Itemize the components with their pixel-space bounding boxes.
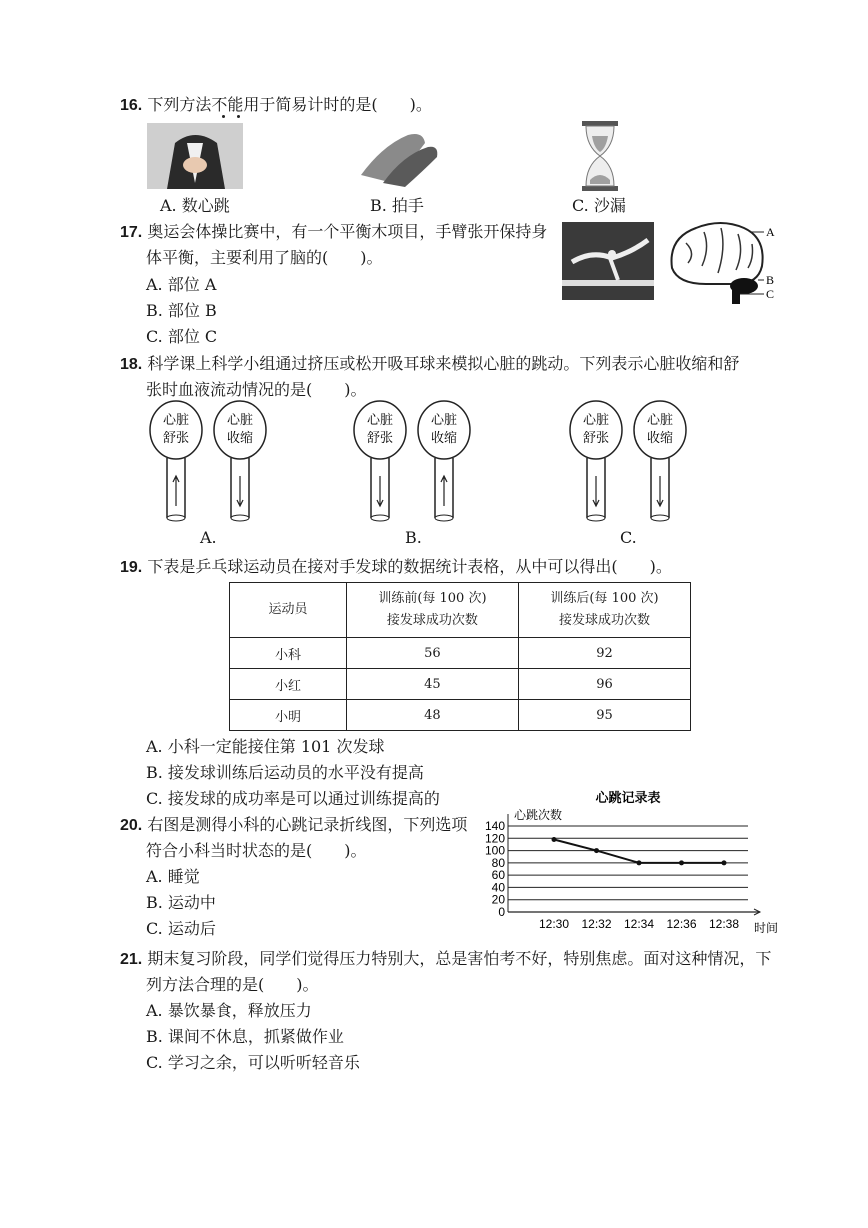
cell-after: 96 <box>518 669 690 700</box>
chart-ylabel: 心跳次数 <box>514 808 563 822</box>
q21-line1 <box>120 946 771 969</box>
y-tick-label: 60 <box>491 868 505 883</box>
tube-opening <box>231 515 249 521</box>
q18-line2: 张时血液流动情况的是( )。 <box>146 380 367 399</box>
q20-option-a: A. 睡觉 <box>146 867 200 886</box>
bulb-pair-b <box>352 400 502 526</box>
q20-text-1: 右图是测得小科的心跳记录折线图，下列选项 <box>147 815 468 834</box>
q17-text-1: 奥运会体操比赛中，有一个平衡木项目，手臂张开保持身 <box>147 222 548 241</box>
cell-before: 45 <box>346 669 518 700</box>
q17-option-c: C. 部位 C <box>146 327 218 346</box>
tube-opening <box>435 515 453 521</box>
header-after <box>518 583 690 638</box>
brain-label-b: B <box>766 273 775 287</box>
q16-line <box>120 92 432 115</box>
q20-line1 <box>120 812 467 835</box>
bulb-label-line2: 舒张 <box>582 430 610 445</box>
q20-number: 20. <box>120 817 143 834</box>
bulb-label-line1: 心脏 <box>646 412 674 427</box>
q18-text-1: 科学课上科学小组通过挤压或松开吸耳球来模拟心脏的跳动。下列表示心脏收缩和舒 <box>147 354 740 373</box>
cell-after: 92 <box>518 638 690 669</box>
y-tick-label: 20 <box>491 892 505 907</box>
q18-number: 18. <box>120 356 143 373</box>
q18-option-b: B. <box>405 528 422 547</box>
arrow-up-icon <box>441 476 447 506</box>
brain-label-c: C <box>766 287 775 301</box>
table-header-row <box>230 583 691 638</box>
q21-line2: 列方法合理的是( )。 <box>146 975 319 994</box>
q17-line1 <box>120 219 547 242</box>
bulb-label-line2: 收缩 <box>226 430 254 445</box>
y-tick-label: 80 <box>491 855 505 870</box>
table-row <box>230 638 691 669</box>
header-after-line2: 接发球成功次数 <box>558 613 650 628</box>
y-tick-label: 0 <box>498 905 505 919</box>
q21-option-b: B. 课间不休息，抓紧做作业 <box>146 1027 344 1046</box>
table-row <box>230 700 691 731</box>
bulb-label-line2: 收缩 <box>646 430 674 445</box>
q16-number: 16. <box>120 97 143 114</box>
q19-line <box>120 554 672 577</box>
data-point <box>722 860 727 865</box>
data-point <box>552 837 557 842</box>
q19-option-c: C. 接发球的成功率是可以通过训练提高的 <box>146 789 440 808</box>
tube-opening <box>587 515 605 521</box>
balance-beam-photo <box>562 222 654 300</box>
arrow-down-icon <box>657 476 663 506</box>
bulb-label-line2: 收缩 <box>430 430 458 445</box>
x-tick-label: 12:34 <box>623 917 655 931</box>
arrow-up-icon <box>173 476 179 506</box>
q17-option-b: B. 部位 B <box>146 301 217 320</box>
brain-diagram <box>666 218 786 308</box>
chart-xlabel: 时间 <box>754 921 778 935</box>
tube-opening <box>371 515 389 521</box>
heartbeat-series-line <box>554 840 724 863</box>
y-tick-label: 140 <box>484 819 505 833</box>
heartbeat-line-chart <box>478 786 778 938</box>
data-point <box>637 860 642 865</box>
arrow-down-icon <box>593 476 599 506</box>
y-tick-label: 100 <box>484 843 505 858</box>
cell-name: 小科 <box>230 638 347 669</box>
bulb-pair-a <box>148 400 298 526</box>
header-before <box>346 583 518 638</box>
x-tick-label: 12:32 <box>581 917 612 931</box>
q18-option-c: C. <box>620 528 637 547</box>
bulb-label-line1: 心脏 <box>226 412 254 427</box>
arrow-down-icon <box>237 476 243 506</box>
q16-text: 下列方法不能用于简易计时的是( )。 <box>147 95 432 114</box>
q17-option-a: A. 部位 A <box>146 275 217 294</box>
header-after-line1: 训练后(每 100 次) <box>550 591 659 606</box>
q19-text: 下表是乒乓球运动员在接对手发球的数据统计表格，从中可以得出( )。 <box>147 557 672 576</box>
q19-number: 19. <box>120 559 143 576</box>
emphasis-dot <box>222 115 225 118</box>
header-before-line1: 训练前(每 100 次) <box>378 591 487 606</box>
arrow-down-icon <box>377 476 383 506</box>
header-athlete: 运动员 <box>230 583 347 638</box>
cell-before: 56 <box>346 638 518 669</box>
cell-name: 小红 <box>230 669 347 700</box>
y-tick-label: 120 <box>484 831 505 846</box>
data-point <box>679 860 684 865</box>
q16-option-b: B. 拍手 <box>370 196 424 215</box>
bulb-label-line1: 心脏 <box>162 412 190 427</box>
q21-option-a: A. 暴饮暴食，释放压力 <box>146 1001 312 1020</box>
q17-number: 17. <box>120 224 143 241</box>
x-tick-label: 12:30 <box>538 917 570 931</box>
cell-before: 48 <box>346 700 518 731</box>
tube-opening <box>651 515 669 521</box>
header-before-line2: 接发球成功次数 <box>386 613 478 628</box>
data-point <box>594 848 599 853</box>
brain-label-a: A <box>766 225 775 239</box>
tube-opening <box>167 515 185 521</box>
q19-option-b: B. 接发球训练后运动员的水平没有提高 <box>146 763 424 782</box>
bulb-label-line2: 舒张 <box>162 430 190 445</box>
heartbeat-photo <box>147 123 243 189</box>
clapping-photo <box>353 125 445 189</box>
bulb-pair-c <box>568 400 718 526</box>
q20-option-b: B. 运动中 <box>146 893 216 912</box>
q18-option-a: A. <box>200 528 217 547</box>
q16-option-a: A. 数心跳 <box>160 196 230 215</box>
q21-text-1: 期末复习阶段，同学们觉得压力特别大，总是害怕考不好，特别焦虑。面对这种情况，下 <box>147 949 772 968</box>
q18-line1 <box>120 351 739 374</box>
chart-title: 心跳记录表 <box>595 790 661 805</box>
bulb-label-line1: 心脏 <box>366 412 394 427</box>
q20-option-c: C. 运动后 <box>146 919 216 938</box>
q19-option-a: A. 小科一定能接住第 101 次发球 <box>146 737 385 756</box>
bulb-label-line1: 心脏 <box>430 412 458 427</box>
x-tick-label: 12:38 <box>708 917 740 931</box>
q16-option-c: C. 沙漏 <box>572 196 626 215</box>
cell-name: 小明 <box>230 700 347 731</box>
q21-option-c: C. 学习之余，可以听听轻音乐 <box>146 1053 360 1072</box>
emphasis-dot <box>237 115 240 118</box>
bulb-label-line2: 舒张 <box>366 430 394 445</box>
bulb-label-line1: 心脏 <box>582 412 610 427</box>
y-tick-label: 40 <box>491 880 505 895</box>
cell-after: 95 <box>518 700 690 731</box>
x-tick-label: 12:36 <box>666 917 697 931</box>
reception-data-table <box>229 582 691 731</box>
hourglass-photo <box>580 120 620 192</box>
q20-line2: 符合小科当时状态的是( )。 <box>146 841 367 860</box>
q17-line2: 体平衡，主要利用了脑的( )。 <box>146 248 383 267</box>
q21-number: 21. <box>120 951 143 968</box>
table-row <box>230 669 691 700</box>
